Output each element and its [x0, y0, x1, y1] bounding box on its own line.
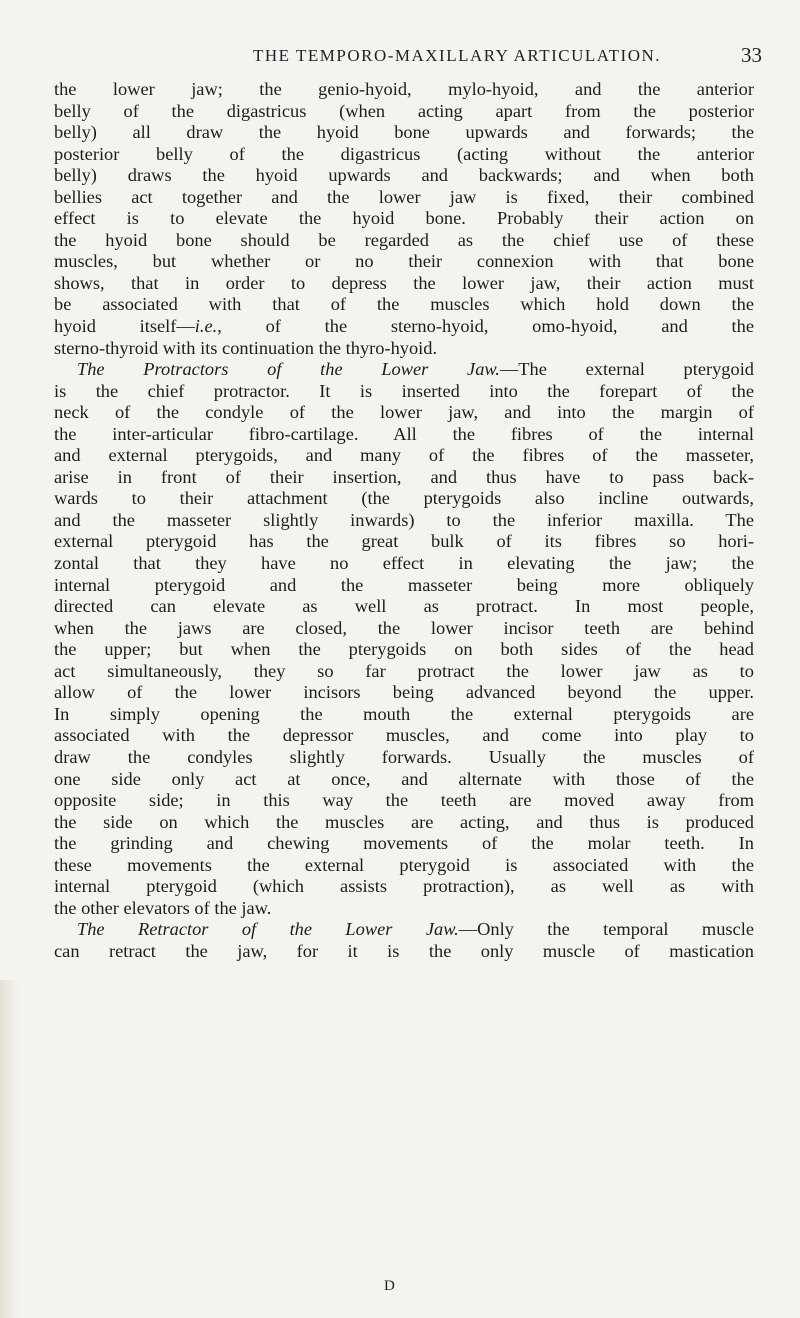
- text-line: the hyoid bone should be regarded as the chief use of these: [54, 229, 754, 250]
- text-line: muscles, but whether or no their connexion with that bone: [54, 251, 754, 272]
- text-line: the grinding and chewing movements of the molar teeth. In: [54, 833, 754, 854]
- text-line: bellies act together and the lower jaw is fixed, their combined: [54, 186, 754, 207]
- text-line: and external pterygoids, and many of the fibres of the masseter,: [54, 445, 754, 466]
- page-number: 33: [741, 43, 762, 67]
- text-line: directed can elevate as well as protract. In most people,: [54, 596, 754, 617]
- body-text: [54, 79, 754, 962]
- text-line: the other elevators of the jaw.: [54, 897, 272, 918]
- text-line: internal pterygoid and the masseter being more obliquely: [54, 574, 754, 595]
- text-line: when the jaws are closed, the lower incisor teeth are behind: [54, 617, 754, 638]
- signature-mark: D: [384, 1278, 395, 1294]
- text-line: zontal that they have no effect in elevating the jaw; the: [54, 553, 754, 574]
- text-line: internal pterygoid (which assists protraction), as well as with: [54, 876, 754, 897]
- text-line: associated with the depressor muscles, and come into play to: [54, 725, 754, 746]
- text-line: allow of the lower incisors being advanced beyond the upper.: [54, 682, 754, 703]
- text-line: be associated with that of the muscles which hold down the: [54, 294, 754, 315]
- text-line: effect is to elevate the hyoid bone. Probably their action on: [54, 208, 754, 229]
- text-line: the upper; but when the pterygoids on both sides of the head: [54, 639, 754, 660]
- text-line: belly) draws the hyoid upwards and backwards; and when both: [54, 165, 754, 186]
- text-line: posterior belly of the digastricus (acting without the anterior: [54, 143, 754, 164]
- text-line-section-retractor: The Retractor of the Lower Jaw.—Only the temporal muscle: [77, 919, 754, 940]
- text-line: sterno-thyroid with its continuation the thyro-hyoid.: [54, 337, 438, 358]
- text-line: the side on which the muscles are acting, and thus is produced: [54, 811, 754, 832]
- text-line: hyoid itself—i.e., of the sterno-hyoid, omo-hyoid, and the: [54, 316, 754, 337]
- text-line: can retract the jaw, for it is the only muscle of mastication: [54, 940, 754, 961]
- text-line: draw the condyles slightly forwards. Usually the muscles of: [54, 746, 754, 767]
- text-line: is the chief protractor. It is inserted into the forepart of the: [54, 380, 754, 401]
- text-line: In simply opening the mouth the external pterygoids are: [54, 703, 754, 724]
- text-line: act simultaneously, they so far protract the lower jaw as to: [54, 660, 754, 681]
- page-edge-shadow: [0, 980, 18, 1318]
- text-line: opposite side; in this way the teeth are moved away from: [54, 790, 754, 811]
- text-line: the inter-articular fibro-cartilage. All the fibres of the internal: [54, 423, 754, 444]
- text-line: shows, that in order to depress the lower jaw, their action must: [54, 272, 754, 293]
- text-line: the lower jaw; the genio-hyoid, mylo-hyoid, and the anterior: [54, 79, 754, 99]
- text-line: and the masseter slightly inwards) to the inferior maxilla. The: [54, 509, 754, 530]
- text-line: neck of the condyle of the lower jaw, and into the margin of: [54, 402, 754, 423]
- text-line: arise in front of their insertion, and thus have to pass back-: [54, 466, 754, 487]
- text-line: wards to their attachment (the pterygoids also incline outwards,: [54, 488, 754, 509]
- text-line-section-protractors: The Protractors of the Lower Jaw.—The external pterygoid: [77, 359, 754, 380]
- text-line: belly of the digastricus (when acting apart from the posterior: [54, 100, 754, 121]
- running-title: THE TEMPORO-MAXILLARY ARTICULATION.: [253, 46, 661, 65]
- text-line: these movements the external pterygoid is associated with the: [54, 854, 754, 875]
- text-line: belly) all draw the hyoid bone upwards and forwards; the: [54, 122, 754, 143]
- text-line: external pterygoid has the great bulk of its fibres so hori-: [54, 531, 754, 552]
- text-line: one side only act at once, and alternate with those of the: [54, 768, 754, 789]
